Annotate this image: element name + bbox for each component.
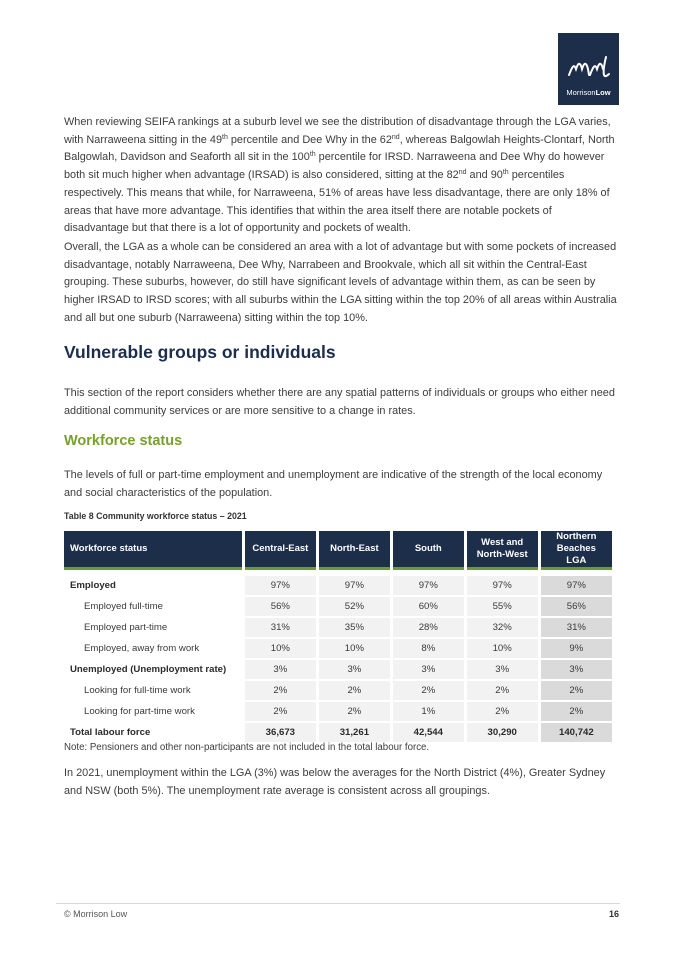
table-cell: 3% xyxy=(541,660,612,681)
table-cell: 2% xyxy=(393,681,464,702)
table-cell: 3% xyxy=(467,660,538,681)
table-cell: 97% xyxy=(245,576,316,597)
table-cell: 2% xyxy=(467,702,538,723)
table-cell: 31,261 xyxy=(319,723,390,744)
table-cell: 2% xyxy=(541,702,612,723)
row-label: Employed full-time xyxy=(64,597,242,618)
table-caption: Table 8 Community workforce status – 2021 xyxy=(64,511,247,521)
paragraph-seifa: When reviewing SEIFA rankings at a suburb level we see the distribution of disadvantage through the LGA varies, with Narraweena sitting in the 49th percentile and Dee Why in the 62nd, whereas Balgowlah Heights-Clontarf, North Balgowlah, Davidson and Seaforth all sit in the 100th percentile for IRSD. Narraweena and Dee Why do however both sit much higher when advantage (IRSAD) is also considered, sitting at the 82nd and 90th percentiles respectively. This means that while, for Narraweena, 51% of areas have less disadvantage, there are only 18% of areas that have more advantage. This identifies that within the area itself there are notable pockets of disadvantage but that there is a lot of opportunity and pockets of wealth. xyxy=(64,116,615,235)
table-cell: 10% xyxy=(319,639,390,660)
table-cell: 31% xyxy=(541,618,612,639)
table-cell: 2% xyxy=(319,702,390,723)
table-cell: 9% xyxy=(541,639,612,660)
table-total-row xyxy=(64,723,612,744)
heading-workforce-status: Workforce status xyxy=(64,433,183,449)
table-cell: 10% xyxy=(467,639,538,660)
table-row xyxy=(64,618,612,639)
footer-divider xyxy=(56,903,620,904)
column-header: South xyxy=(393,531,464,570)
footer-copyright: © Morrison Low xyxy=(64,909,128,919)
table-cell: 1% xyxy=(393,702,464,723)
column-header: West and North-West xyxy=(467,531,538,570)
table-cell: 2% xyxy=(319,681,390,702)
table-cell: 3% xyxy=(319,660,390,681)
row-label: Employed part-time xyxy=(64,618,242,639)
table-row xyxy=(64,576,612,597)
table-cell: 3% xyxy=(245,660,316,681)
paragraph-section-intro: This section of the report considers whether there are any spatial patterns of individuals or groups who either need additional community services or are more sensitive to a change in rates. xyxy=(64,387,615,417)
table-row xyxy=(64,639,612,660)
table-cell: 32% xyxy=(467,618,538,639)
table-header-row xyxy=(64,531,612,570)
table-cell: 3% xyxy=(393,660,464,681)
heading-vulnerable-groups: Vulnerable groups or individuals xyxy=(64,342,336,362)
row-label: Looking for part-time work xyxy=(64,702,242,723)
table-cell: 35% xyxy=(319,618,390,639)
table-row xyxy=(64,660,612,681)
paragraph-overall: Overall, the LGA as a whole can be considered an area with a lot of advantage but with some pockets of increased disadvantage, notably Narraweena, Dee Why, Narrabeen and Brookvale, which all sit within the Central-East grouping. These suburbs, however, do still have significant levels of advantage within them, as can be seen by higher IRSAD to IRSD scores; with all suburbs within the LGA sitting within the top 20% of all areas within Australia and all but one suburb (Narraweena) sitting within the top 10%. xyxy=(64,241,617,324)
table-cell: 52% xyxy=(319,597,390,618)
table-cell: 56% xyxy=(245,597,316,618)
logo-wordmark: MorrisonLow xyxy=(566,88,611,97)
workforce-status-table xyxy=(61,531,615,744)
table-cell: 30,290 xyxy=(467,723,538,744)
row-label: Employed, away from work xyxy=(64,639,242,660)
paragraph-workforce-intro: The levels of full or part-time employment and unemployment are indicative of the strength of the local economy and social characteristics of the population. xyxy=(64,469,603,499)
table-cell: 2% xyxy=(245,681,316,702)
column-header: North-East xyxy=(319,531,390,570)
row-label: Employed xyxy=(64,576,242,597)
column-header: Northern Beaches LGA xyxy=(541,531,612,570)
table-cell: 36,673 xyxy=(245,723,316,744)
column-header: Central-East xyxy=(245,531,316,570)
table-cell: 60% xyxy=(393,597,464,618)
row-label: Looking for full-time work xyxy=(64,681,242,702)
table-cell: 10% xyxy=(245,639,316,660)
table-cell: 55% xyxy=(467,597,538,618)
page-number: 16 xyxy=(608,909,619,919)
table-row xyxy=(64,702,612,723)
table-cell: 2% xyxy=(467,681,538,702)
table-cell: 97% xyxy=(393,576,464,597)
table-note: Note: Pensioners and other non-participants are not included in the total labour force. xyxy=(64,742,430,753)
paragraph-unemployment: In 2021, unemployment within the LGA (3%) was below the averages for the North District (4%), Greater Sydney and NSW (both 5%). The unemployment rate average is consistent across all groupings. xyxy=(64,767,606,797)
table-cell: 97% xyxy=(319,576,390,597)
table-cell: 97% xyxy=(467,576,538,597)
table-cell: 42,544 xyxy=(393,723,464,744)
ml-monogram-icon xyxy=(566,55,611,79)
table-cell: 56% xyxy=(541,597,612,618)
column-header: Workforce status xyxy=(64,531,242,570)
table-cell: 2% xyxy=(245,702,316,723)
morrison-low-logo xyxy=(558,33,619,105)
table-cell: 97% xyxy=(541,576,612,597)
table-row xyxy=(64,597,612,618)
table-cell: 140,742 xyxy=(541,723,612,744)
row-label: Unemployed (Unemployment rate) xyxy=(64,660,242,681)
table-cell: 28% xyxy=(393,618,464,639)
table-row xyxy=(64,681,612,702)
table-cell: 2% xyxy=(541,681,612,702)
row-label: Total labour force xyxy=(64,723,242,744)
table-cell: 31% xyxy=(245,618,316,639)
table-cell: 8% xyxy=(393,639,464,660)
